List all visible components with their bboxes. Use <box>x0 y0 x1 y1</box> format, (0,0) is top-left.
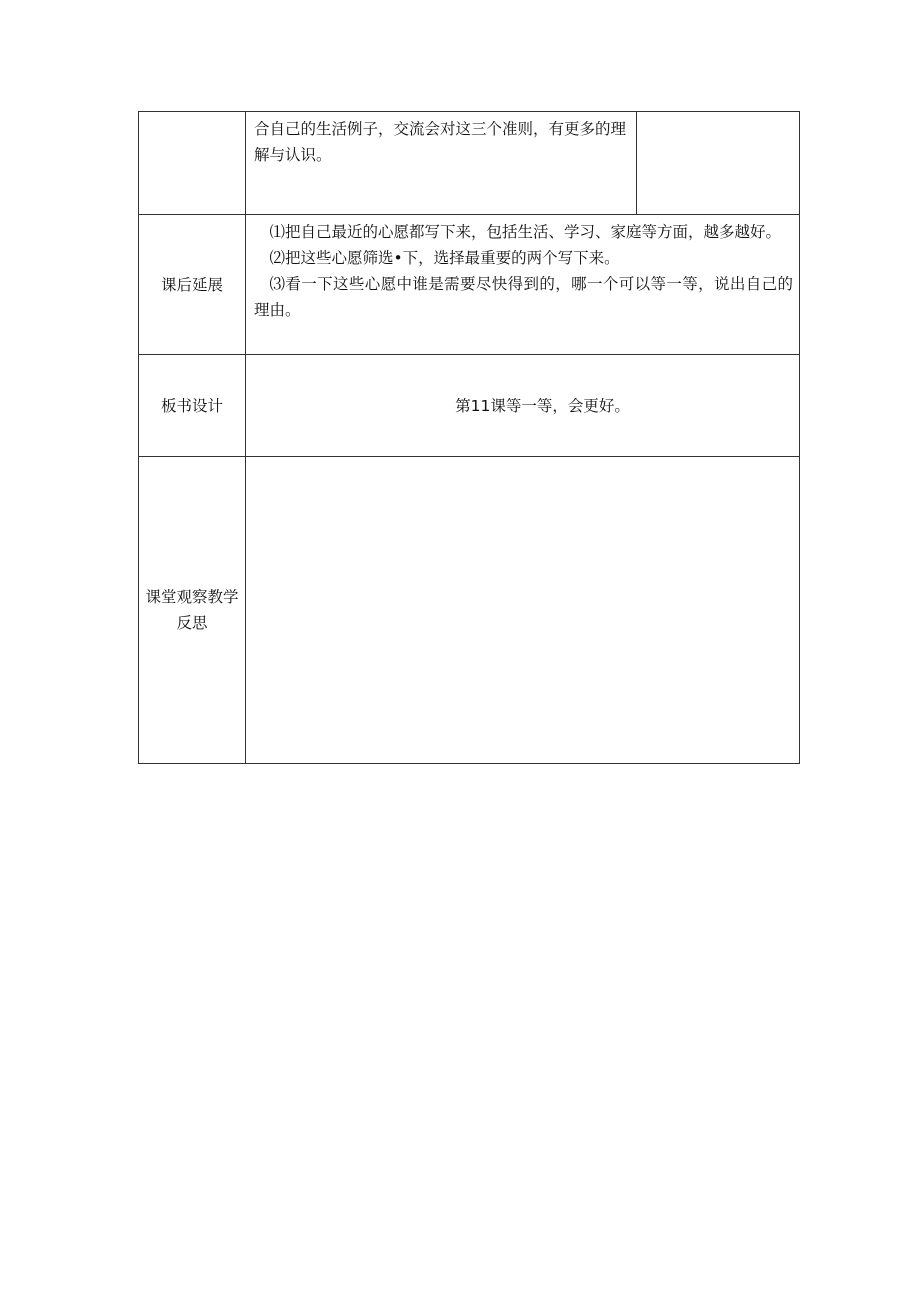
extension-list <box>246 215 799 323</box>
extension-item-3: ⑶看一下这些心愿中谁是需要尽快得到的，哪一个可以等一等，说出自己的理由。 <box>254 275 793 319</box>
board-design-label: 板书设计 <box>139 355 246 457</box>
continued-content-cell <box>246 112 637 215</box>
extension-label: 课后延展 <box>139 215 246 355</box>
table-row-reflection <box>139 457 800 764</box>
reflection-label: 课堂观察教学反思 <box>139 457 246 764</box>
reflection-content-cell <box>246 457 800 764</box>
table-row-board-design <box>139 355 800 457</box>
table-row-previous-content <box>139 112 800 215</box>
side-note-cell <box>637 112 800 215</box>
row-label-empty <box>139 112 246 215</box>
extension-item-2: ⑵把这些心愿筛选•下，选择最重要的两个写下来。 <box>269 249 620 267</box>
continued-content-text: 合自己的生活例子，交流会对这三个准则，有更多的理解与认识。 <box>254 120 627 164</box>
board-design-content: 第11课等一等，会更好。 <box>246 355 800 457</box>
lesson-plan-table <box>138 111 800 764</box>
table-row-extension <box>139 215 800 355</box>
extension-content-cell <box>246 215 800 355</box>
extension-item-1: ⑴把自己最近的心愿都写下来，包括生活、学习、家庭等方面，越多越好。 <box>269 223 782 241</box>
